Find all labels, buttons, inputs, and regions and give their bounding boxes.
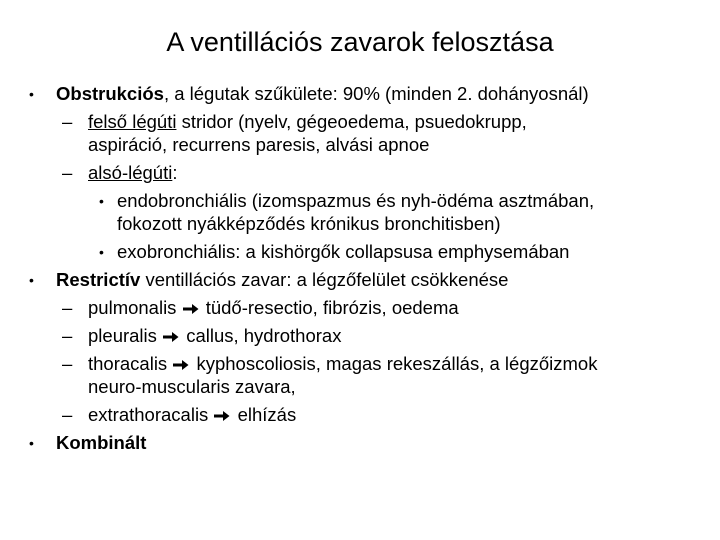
endobronchial-line: endobronchiális (izomspazmus és nyh-ödéma asztmában, (117, 190, 595, 211)
arrow-right-icon (183, 303, 199, 315)
lower-airway-colon: : (172, 162, 178, 183)
restr-heading: Restrictív (56, 269, 141, 290)
dash-marker: – (62, 162, 73, 183)
bullet-marker: • (29, 272, 34, 288)
dash-marker: – (62, 353, 73, 374)
extrathoracalis-line (88, 404, 296, 426)
upper-airway-label: felső légúti (88, 111, 177, 132)
lower-airway-line (88, 162, 177, 184)
thoracalis-text: kyphoscoliosis, magas rekeszállás, a légzőizmok (196, 353, 598, 374)
dash-marker: – (62, 297, 73, 318)
arrow-right-icon (214, 410, 230, 422)
bullet-marker: • (29, 86, 34, 102)
arrow-right-icon (173, 359, 189, 371)
upper-airway-line (88, 111, 527, 133)
dash-marker: – (62, 111, 73, 132)
restr-description: ventillációs zavar: a légzőfelület csökkenése (140, 269, 509, 290)
thoracalis-label: thoracalis (88, 353, 168, 374)
bullet-marker: • (99, 244, 104, 260)
pulmonalis-label: pulmonalis (88, 297, 177, 318)
slide-title: A ventillációs zavarok felosztása (166, 27, 554, 57)
pulmonalis-text: tüdő-resectio, fibrózis, oedema (205, 297, 459, 318)
exobronchial-line: exobronchiális: a kishörgők collapsusa emphysemában (117, 241, 570, 262)
restr-line (56, 269, 508, 291)
bullet-marker: • (29, 435, 34, 451)
combined-heading: Kombinált (56, 432, 147, 453)
obstr-line (56, 83, 589, 105)
upper-airway-text: stridor (nyelv, gégeoedema, psuedokrupp, (176, 111, 527, 132)
dash-marker: – (62, 325, 73, 346)
pulmonalis-line (88, 297, 459, 319)
obstr-heading: Obstrukciós (56, 83, 164, 104)
pleuralis-line (88, 325, 341, 347)
bullet-marker: • (99, 193, 104, 209)
pleuralis-text: callus, hydrothorax (186, 325, 342, 346)
pleuralis-label: pleuralis (88, 325, 157, 346)
extrathoracalis-text: elhízás (237, 404, 297, 425)
thoracalis-cont: neuro-muscularis zavara, (88, 376, 296, 397)
dash-marker: – (62, 404, 73, 425)
endobronchial-cont: fokozott nyákképződés krónikus bronchitisben) (117, 213, 501, 234)
extrathoracalis-label: extrathoracalis (88, 404, 209, 425)
thoracalis-line (88, 353, 597, 375)
lower-airway-label: alsó-légúti (88, 162, 173, 183)
arrow-right-icon (163, 331, 179, 343)
obstr-description: , a légutak szűkülete: 90% (minden 2. dohányosnál) (163, 83, 589, 104)
upper-airway-cont: aspiráció, recurrens paresis, alvási apnoe (88, 134, 430, 155)
